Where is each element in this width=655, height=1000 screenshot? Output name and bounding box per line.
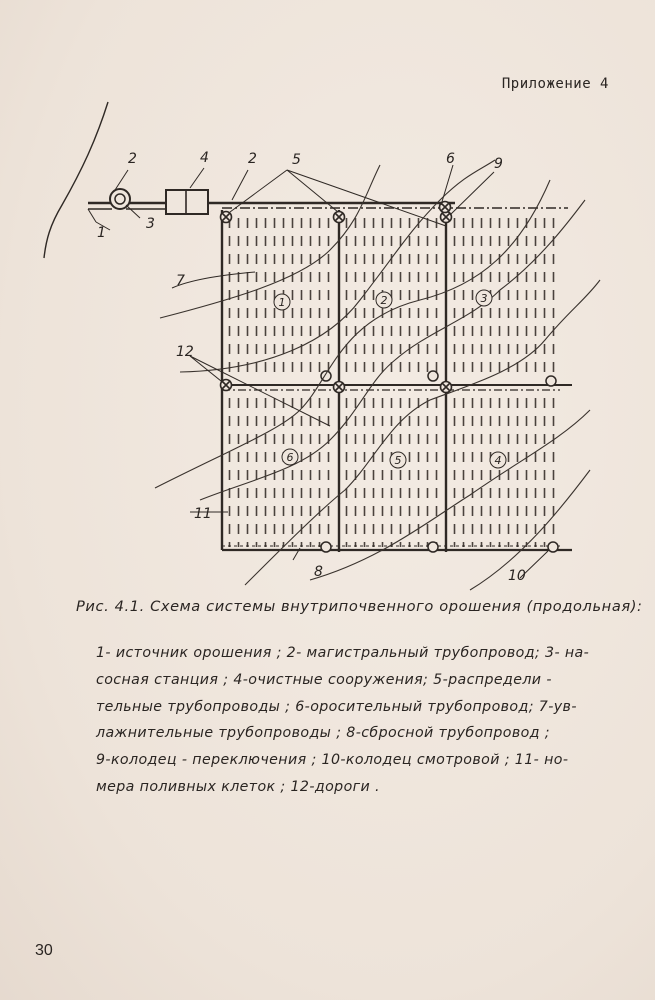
plot-6: [226, 392, 336, 547]
legend-line: сосная станция ; 4-очистные сооружения; 5-распредели -: [96, 671, 552, 688]
legend-line: 9-колодец - переключения ; 10-колодец смотровой ; 11- но-: [96, 752, 569, 769]
legend-line: лажнительные трубопроводы ; 8-сбросной трубопровод ;: [96, 725, 550, 742]
callout-7: 7: [176, 273, 185, 289]
callout-6: 6: [446, 151, 455, 167]
page-number: 30: [35, 942, 53, 959]
plot-4: [449, 392, 555, 547]
callout-12: 12: [176, 344, 194, 360]
field-plots: [226, 218, 555, 547]
callout-10: 10: [508, 568, 526, 584]
legend-line: мера поливных клеток ; 12-дороги .: [96, 778, 380, 795]
legend-line: тельные трубопроводы ; 6-оросительный трубопровод; 7-ув-: [96, 698, 577, 715]
figure-legend: [96, 640, 636, 801]
treatment-facility: [166, 190, 208, 214]
callout-11: 11: [194, 506, 212, 522]
plot-label-2: 2: [380, 294, 388, 307]
plot-label-6: 6: [286, 451, 294, 464]
plot-3: [449, 218, 555, 378]
callout-4: 4: [200, 150, 209, 166]
callout-2b: 2: [248, 151, 257, 167]
roads: [222, 385, 572, 390]
callout-9: 9: [494, 156, 503, 172]
callout-2a: 2: [128, 151, 137, 167]
plot-label-3: 3: [480, 292, 488, 305]
callout-8: 8: [314, 564, 323, 580]
legend-line: 1- источник орошения ; 2- магистральный трубопровод; 3- на-: [96, 645, 590, 661]
callout-3: 3: [146, 216, 155, 232]
figure-caption: Рис. 4.1. Схема системы внутрипочвенного орошения (продольная):: [76, 598, 643, 615]
plot-label-1: 1: [278, 296, 286, 309]
plot-label-5: 5: [394, 454, 402, 467]
appendix-label: Приложение 4: [501, 76, 609, 92]
plot-label-4: 4: [494, 454, 502, 467]
callout-1: 1: [97, 225, 106, 241]
callout-5: 5: [292, 152, 301, 168]
